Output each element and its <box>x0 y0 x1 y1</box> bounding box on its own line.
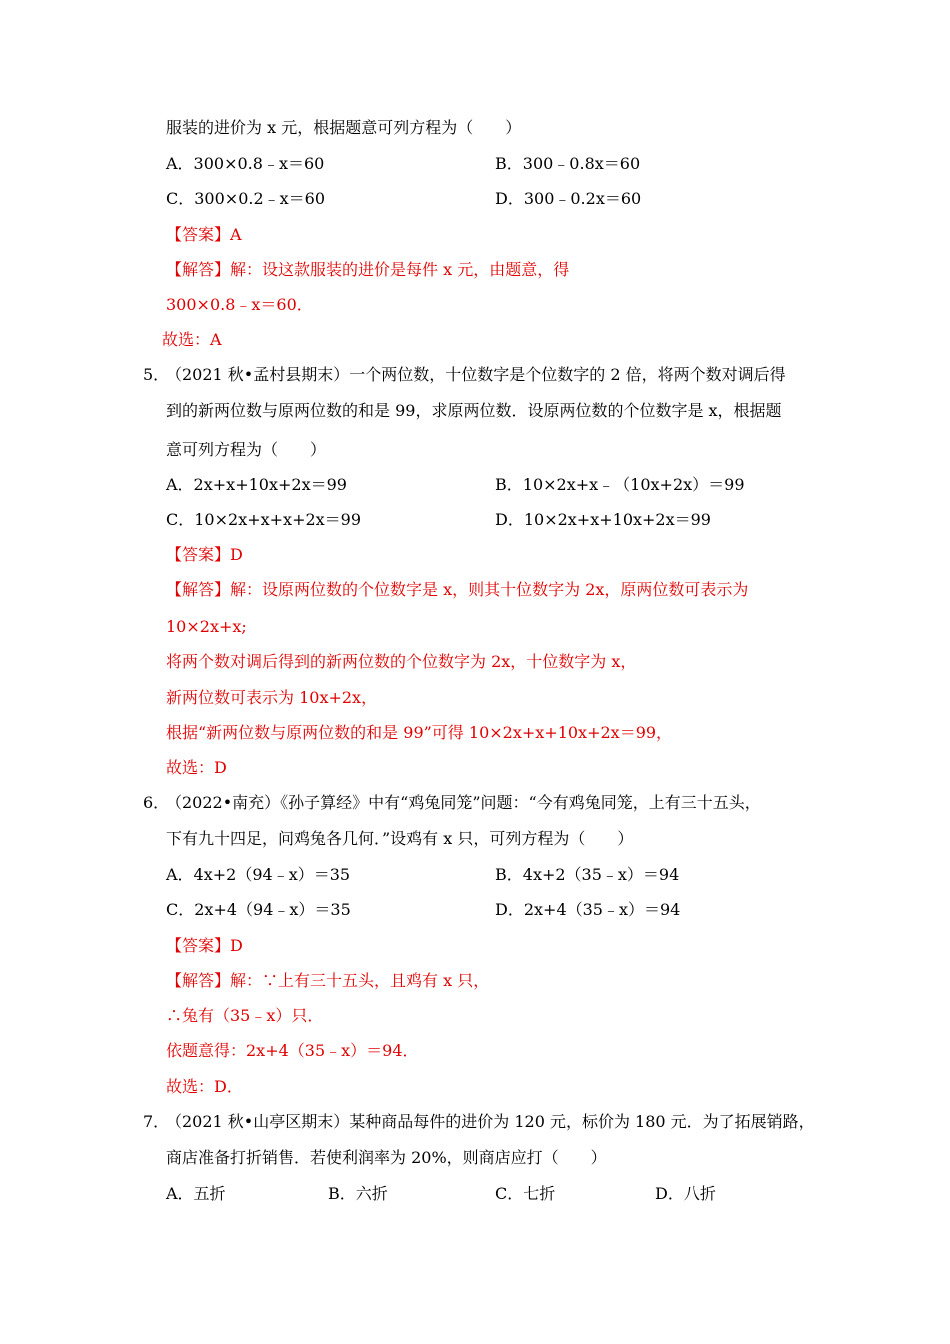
q6-solution-line: ∴兔有（35﹣x）只． <box>166 1006 324 1025</box>
q5-solution-line: 新两位数可表示为 10x+2x， <box>166 688 378 707</box>
q4-option-c: C．300×0.2﹣x＝60 <box>166 189 326 208</box>
q6-solution-line: 【解答】解：∵上有三十五头，且鸡有 x 只， <box>166 971 490 990</box>
q7-option-c: C．七折 <box>495 1184 556 1203</box>
q5-stem-line: 到的新两位数与原两位数的和是 99，求原两位数．设原两位数的个位数字是 x，根据题 <box>166 401 782 420</box>
q7-stem-line: （2021 秋•山亭区期末）某种商品每件的进价为 120 元，标价为 180 元．为了拓展销路， <box>166 1112 815 1131</box>
q5-solution-line: 故选：D <box>166 758 227 777</box>
q7-option-b: B．六折 <box>328 1184 388 1203</box>
q4-option-b: B．300﹣0.8x＝60 <box>495 154 641 173</box>
q6-option-b: B．4x+2（35﹣x）＝94 <box>495 865 680 884</box>
q5-option-d: D．10×2x+x+10x+2x＝99 <box>495 510 711 529</box>
q4-solution-line: 【解答】解：设这款服装的进价是每件 x 元，由题意，得 <box>166 260 570 279</box>
q5-answer: 【答案】D <box>166 545 243 564</box>
q4-option-a: A．300×0.8﹣x＝60 <box>166 154 325 173</box>
q5-stem-line: 意可列方程为（ ） <box>166 440 327 459</box>
q4-answer: 【答案】A <box>166 225 242 244</box>
q5-option-b: B．10×2x+x﹣（10x+2x）＝99 <box>495 475 745 494</box>
q5-solution-line: 【解答】解：设原两位数的个位数字是 x，则其十位数字为 2x，原两位数可表示为 <box>166 580 749 599</box>
q6-option-a: A．4x+2（94﹣x）＝35 <box>166 865 351 884</box>
q5-option-a: A．2x+x+10x+2x＝99 <box>166 475 347 494</box>
q6-answer: 【答案】D <box>166 936 243 955</box>
q4-solution-line: 300×0.8﹣x＝60． <box>166 295 313 314</box>
q5-number: 5． <box>143 365 170 384</box>
q6-option-c: C．2x+4（94﹣x）＝35 <box>166 900 351 919</box>
q6-stem-line: 下有九十四足，问鸡兔各几何．”设鸡有 x 只，可列方程为（ ） <box>166 829 634 848</box>
q5-solution-line: 10×2x+x; <box>166 617 247 636</box>
q6-number: 6． <box>143 793 170 812</box>
q4-solution-line: 故选：A <box>162 330 222 349</box>
q6-solution-line: 故选：D． <box>166 1077 243 1096</box>
q7-option-d: D．八折 <box>655 1184 716 1203</box>
q5-stem-line: （2021 秋•孟村县期末）一个两位数，十位数字是个位数字的 2 倍，将两个数对调后得 <box>166 365 786 384</box>
q4-continuation: 服装的进价为 x 元，根据题意可列方程为（ ） <box>166 118 522 137</box>
q6-stem-line: （2022•南充）《孙子算经》中有“鸡兔同笼”问题：“今有鸡兔同笼，上有三十五头， <box>166 793 761 812</box>
q5-solution-line: 将两个数对调后得到的新两位数的个位数字为 2x，十位数字为 x， <box>166 652 637 671</box>
q6-option-d: D．2x+4（35﹣x）＝94 <box>495 900 681 919</box>
q4-option-d: D．300﹣0.2x＝60 <box>495 189 642 208</box>
q6-solution-line: 依题意得：2x+4（35﹣x）＝94． <box>166 1041 419 1060</box>
q5-solution-line: 根据“新两位数与原两位数的和是 99”可得 10×2x+x+10x+2x＝99， <box>166 723 673 742</box>
q7-number: 7． <box>143 1112 170 1131</box>
q7-stem-line: 商店准备打折销售．若使利润率为 20%，则商店应打（ ） <box>166 1148 607 1167</box>
q7-option-a: A．五折 <box>166 1184 226 1203</box>
q5-option-c: C．10×2x+x+x+2x＝99 <box>166 510 362 529</box>
